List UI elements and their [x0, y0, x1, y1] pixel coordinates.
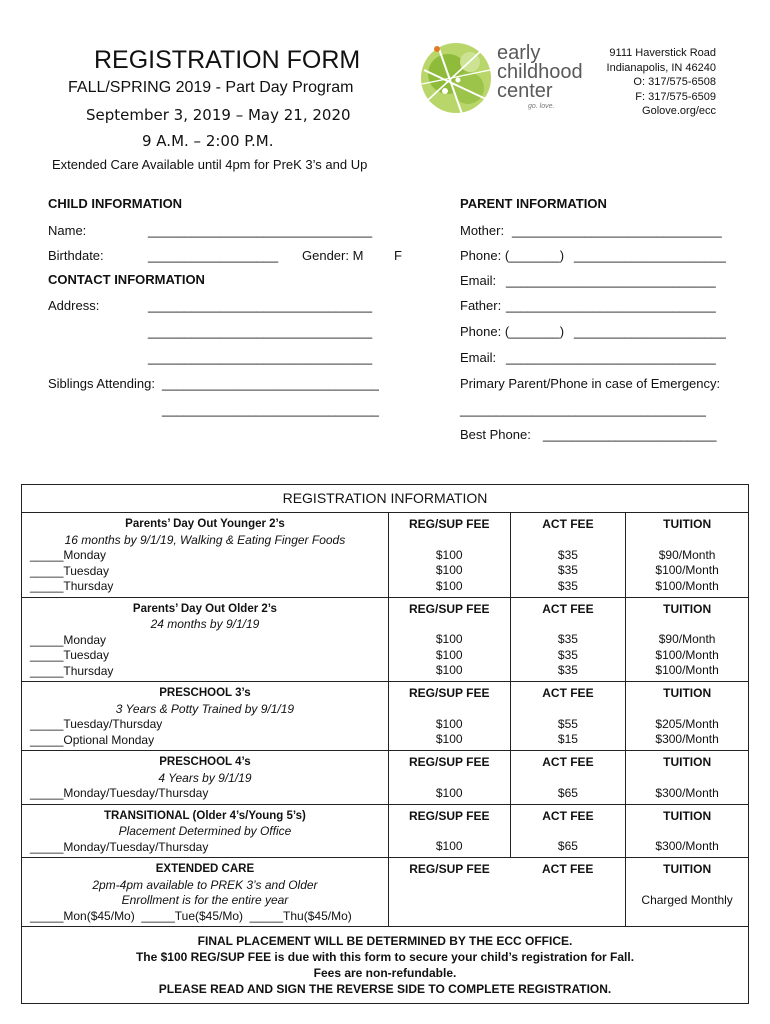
program-note: 24 months by 9/1/19 [150, 617, 260, 631]
tuition-value: $205/Month [655, 716, 719, 731]
mother-phone-label: Phone: (_______) [460, 248, 565, 263]
final-notice: FINAL PLACEMENT WILL BE DETERMINED BY THE ECC OFFICE. The $100 REG/SUP FEE is due with this form to secure your child’s registration for Fall. Fees are non-refundable. PLEASE READ AND SIGN THE REVERSE SIDE TO COMPLETE REGISTRATION. [22, 927, 749, 1004]
siblings-field-1[interactable]: ______________________________ [162, 376, 379, 391]
father-label: Father: [460, 298, 502, 313]
program-day-option[interactable]: _____Monday [30, 632, 107, 647]
tuition-value: $90/Month [658, 632, 716, 646]
act-fee-value: $15 [557, 732, 578, 746]
address-field-2[interactable]: _______________________________ [148, 324, 373, 339]
reg-fee-header: REG/SUP FEE [409, 601, 490, 616]
mother-field[interactable]: _____________________________ [512, 223, 722, 238]
reg-fee-value: $100 [435, 563, 463, 577]
child-name-field[interactable]: _______________________________ [148, 223, 373, 238]
reg-fee-header: REG/SUP FEE [409, 808, 490, 823]
tuition-header: TUITION [663, 862, 712, 876]
gender-f-option[interactable]: F [394, 248, 402, 263]
program-note: 2pm-4pm available to PREK 3’s and Older [92, 877, 318, 892]
logo-wordmark: early childhood center [497, 42, 583, 102]
mother-email-field[interactable]: _____________________________ [506, 273, 716, 288]
act-fee-value: $55 [557, 716, 578, 731]
program-day-option[interactable]: _____Monday/Tuesday/Thursday [30, 786, 209, 800]
tuition-header: TUITION [663, 755, 712, 769]
program-day-option[interactable]: _____Monday/Tuesday/Thursday [30, 839, 209, 854]
tuition-value: $300/Month [655, 785, 719, 800]
act-fee-value: $35 [557, 578, 578, 593]
primary-parent-label: Primary Parent/Phone in case of Emergency: [460, 376, 721, 391]
act-fee-value: $35 [557, 563, 578, 577]
tuition-value: $100/Month [655, 663, 719, 677]
program-note: 3 Years & Potty Trained by 9/1/19 [115, 701, 295, 716]
reg-fee-value: $100 [435, 663, 463, 677]
father-phone-field[interactable]: _____________________ [574, 324, 726, 339]
program-name: TRANSITIONAL (Older 4’s/Young 5’s) [103, 809, 306, 822]
reg-fee-header: REG/SUP FEE [409, 517, 490, 531]
program-day-option[interactable]: _____Thursday [30, 663, 114, 678]
program-note: Enrollment is for the entire year [121, 893, 289, 907]
address-field-1[interactable]: _______________________________ [148, 298, 373, 313]
center-address: 9111 Haverstick Road Indianapolis, IN 46240 O: 317/575-6508 F: 317/575-6509 Golove.org/ecc [606, 47, 716, 117]
tuition-value: $100/Month [655, 563, 719, 577]
reg-fee-value: $100 [435, 732, 463, 746]
form-title: REGISTRATION FORM [94, 46, 361, 74]
siblings-field-2[interactable]: ______________________________ [162, 402, 379, 417]
child-info-heading: CHILD INFORMATION [48, 196, 183, 211]
reg-fee-header: REG/SUP FEE [409, 862, 490, 876]
best-phone-label: Best Phone: [460, 427, 531, 442]
act-fee-value: $35 [557, 632, 578, 646]
program-row [22, 751, 749, 805]
father-field[interactable]: _____________________________ [506, 298, 716, 313]
primary-parent-field[interactable]: __________________________________ [460, 402, 706, 417]
program-name: EXTENDED CARE [155, 863, 255, 875]
child-name-label: Name: [48, 223, 87, 238]
mother-label: Mother: [460, 223, 505, 238]
extended-care-row [22, 858, 749, 927]
act-fee-value: $35 [557, 647, 578, 662]
act-fee-header: ACT FEE [542, 517, 594, 531]
program-day-option[interactable]: _____Tuesday/Thursday [30, 717, 163, 731]
reg-fee-value: $100 [435, 547, 463, 562]
program-note: 16 months by 9/1/19, Walking & Eating Finger Foods [64, 532, 346, 547]
father-email-label: Email: [460, 350, 497, 365]
contact-info-heading: CONTACT INFORMATION [48, 272, 205, 287]
parent-info-heading: PARENT INFORMATION [460, 196, 607, 211]
tuition-header: TUITION [663, 517, 712, 531]
logo-tagline: go. love. [528, 103, 555, 110]
tuition-header: TUITION [663, 686, 712, 700]
reg-fee-value: $100 [435, 716, 463, 731]
program-day-option[interactable]: _____Thursday [30, 579, 114, 593]
best-phone-field[interactable]: ________________________ [543, 427, 717, 442]
mother-phone-field[interactable]: _____________________ [574, 248, 726, 263]
program-name: PRESCHOOL 3’s [159, 687, 251, 699]
father-email-field[interactable]: _____________________________ [506, 350, 716, 365]
act-fee-header: ACT FEE [542, 686, 594, 700]
address-label: Address: [48, 298, 100, 313]
reg-fee-value: $100 [435, 785, 463, 800]
program-row [22, 804, 749, 858]
extended-care-note: Extended Care Available until 4pm for PreK 3’s and Up [52, 157, 368, 172]
ecc-logo-icon [418, 40, 494, 116]
siblings-label: Siblings Attending: [48, 376, 155, 391]
gender-label[interactable]: Gender: M [302, 248, 364, 263]
reg-fee-value: $100 [435, 647, 463, 662]
reg-fee-header: REG/SUP FEE [409, 686, 490, 700]
program-name: PRESCHOOL 4’s [159, 756, 251, 768]
act-fee-header: ACT FEE [542, 755, 594, 769]
act-fee-value: $35 [557, 663, 578, 677]
program-row [22, 513, 749, 598]
program-day-option[interactable]: _____Monday [30, 548, 107, 562]
program-note: 4 Years by 9/1/19 [158, 770, 252, 785]
program-subtitle: FALL/SPRING 2019 - Part Day Program [68, 79, 354, 96]
reg-fee-value: $100 [435, 632, 463, 646]
program-day-option[interactable]: _____Optional Monday [30, 732, 155, 747]
extended-day-options[interactable]: _____Mon($45/Mo) _____Tue($45/Mo) _____Thu($45/Mo) [30, 908, 352, 923]
program-dates: September 3, 2019 – May 21, 2020 [86, 106, 351, 124]
reg-fee-value: $100 [435, 839, 463, 853]
program-row [22, 682, 749, 751]
act-fee-header: ACT FEE [541, 862, 594, 876]
father-phone-label: Phone: (_______) [460, 324, 565, 339]
birthdate-label: Birthdate: [48, 248, 104, 263]
act-fee-value: $35 [557, 547, 578, 562]
tuition-value: $100/Month [655, 578, 719, 593]
mother-email-label: Email: [460, 273, 497, 288]
act-fee-value: $65 [557, 839, 578, 853]
tuition-value: $100/Month [655, 647, 719, 662]
program-day-option[interactable]: _____Tuesday [30, 648, 109, 662]
tuition-header: TUITION [663, 808, 712, 823]
program-hours: 9 A.M. – 2:00 P.M. [142, 132, 274, 150]
program-note: Placement Determined by Office [118, 824, 292, 838]
birthdate-field[interactable]: __________________ [148, 248, 279, 263]
registration-title: REGISTRATION INFORMATION [22, 485, 749, 513]
act-fee-header: ACT FEE [542, 808, 594, 823]
tuition-header: TUITION [663, 601, 712, 616]
tuition-value: $90/Month [658, 547, 716, 562]
registration-table [21, 484, 749, 1004]
program-row [22, 597, 749, 682]
reg-fee-header: REG/SUP FEE [409, 755, 490, 769]
act-fee-value: $65 [557, 785, 578, 800]
program-day-option[interactable]: _____Tuesday [30, 563, 109, 578]
reg-fee-value: $100 [435, 578, 463, 593]
tuition-value: $300/Month [655, 839, 719, 853]
address-field-3[interactable]: _______________________________ [148, 350, 373, 365]
tuition-value: Charged Monthly [641, 892, 733, 907]
program-name: Parents’ Day Out Older 2’s [132, 602, 277, 615]
tuition-value: $300/Month [655, 732, 719, 746]
act-fee-header: ACT FEE [542, 601, 594, 616]
program-name: Parents’ Day Out Younger 2’s [125, 518, 285, 530]
